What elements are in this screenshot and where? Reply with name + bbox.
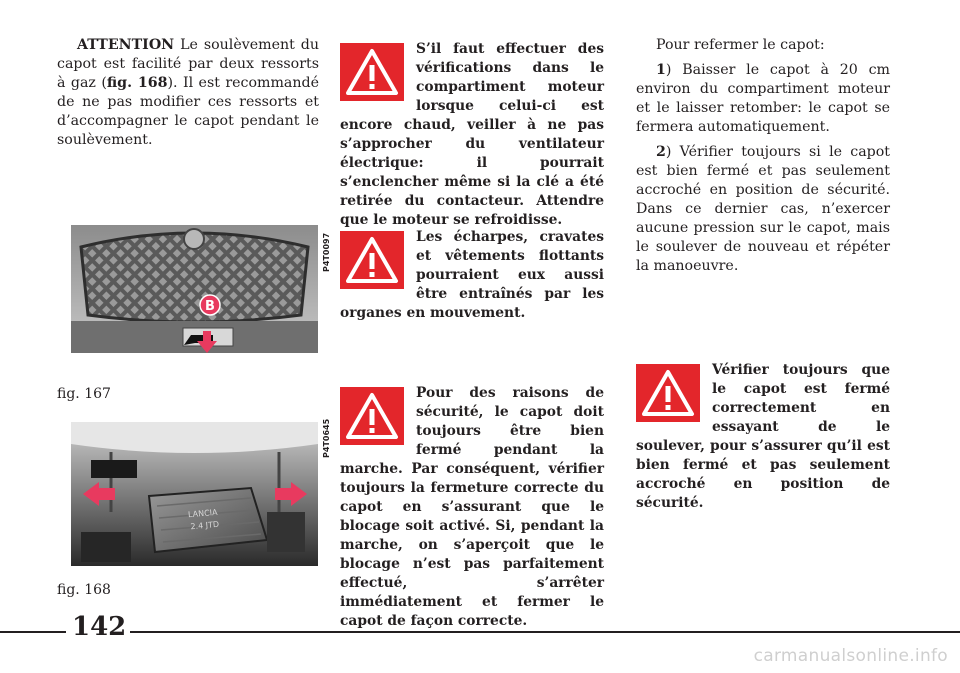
step-2: 2) Vérifier toujours si le capot est bien fermé et pas seulement accroché en position de sécurité. Dans ce dernier cas, n’exercer aucune pression sur le capot, mais le soulever de nouveau et répéter la manoeuvre.	[636, 144, 890, 274]
page-number: 142	[72, 612, 127, 642]
attention-label: ATTENTION	[77, 37, 175, 53]
grille-illustration	[71, 225, 318, 353]
fig-reference: fig. 168	[106, 75, 168, 91]
figure-168-code: P4T0645	[322, 418, 331, 458]
column-left	[57, 36, 319, 156]
warning-triangle-icon	[636, 364, 700, 422]
warning-triangle-icon	[340, 231, 404, 289]
column-right	[636, 36, 890, 282]
figure-168-photo	[71, 422, 318, 566]
figure-167-photo	[71, 225, 318, 353]
svg-text:B: B	[205, 299, 215, 314]
warning-triangle-icon	[340, 387, 404, 445]
attention-paragraph: ATTENTION Le soulèvement du capot est facilité par deux ressorts à gaz (fig. 168). Il est recommandé de ne pas modifier ces ressorts et d’accompagner le capot pendant le soulèvement.	[57, 37, 319, 148]
svg-text:LANCIA: LANCIA	[187, 507, 218, 520]
engine-illustration	[71, 422, 318, 566]
figure-167-caption: fig. 167	[57, 386, 111, 402]
step-1: 1) Baisser le capot à 20 cm environ du compartiment moteur et le laisser retomber: le capot se fermera automatiquement.	[636, 62, 890, 135]
warning-hood-closed: Pour des raisons de sécurité, le capot doit toujours être bien fermé pendant la marche. Par conséquent, vérifier toujours la fermeture correcte du capot en s’assurant que le blocage soit activé. Si, pendant la marche, on s’aperçoit que le blocage n’est pas parfaitement effectué, s’arrêter immédiatement et fermer le capot de façon correcte.	[340, 385, 604, 629]
figure-167-code: P4T0097	[322, 232, 331, 272]
footer-rule-left	[0, 631, 66, 633]
close-hood-intro: Pour refermer le capot:	[656, 37, 825, 53]
footer-rule-right	[130, 631, 960, 633]
warning-check-hood: Vérifier toujours que le capot est fermé correctement en essayant de le soulever, pour s’assurer qu’il est bien fermé et pas seulement accroché en position de sécurité.	[636, 362, 890, 511]
warning-engine-hot: S’il faut effectuer des vérifications dans le compartiment moteur lorsque celui-ci est encore chaud, veiller à ne pas s’approcher du ventilateur électrique: il pourrait s’enclencher même si la clé a été retirée du contacteur. Attendre que le moteur se refroidisse.	[340, 41, 604, 228]
figure-168-caption: fig. 168	[57, 582, 111, 598]
warning-triangle-icon	[340, 43, 404, 101]
svg-text:2.4 JTD: 2.4 JTD	[190, 519, 220, 532]
warning-loose-clothing: Les écharpes, cravates et vêtements flottants pourraient eux aussi être entraînés par les organes en mouvement.	[340, 229, 604, 321]
watermark: carmanualsonline.info	[753, 646, 948, 666]
